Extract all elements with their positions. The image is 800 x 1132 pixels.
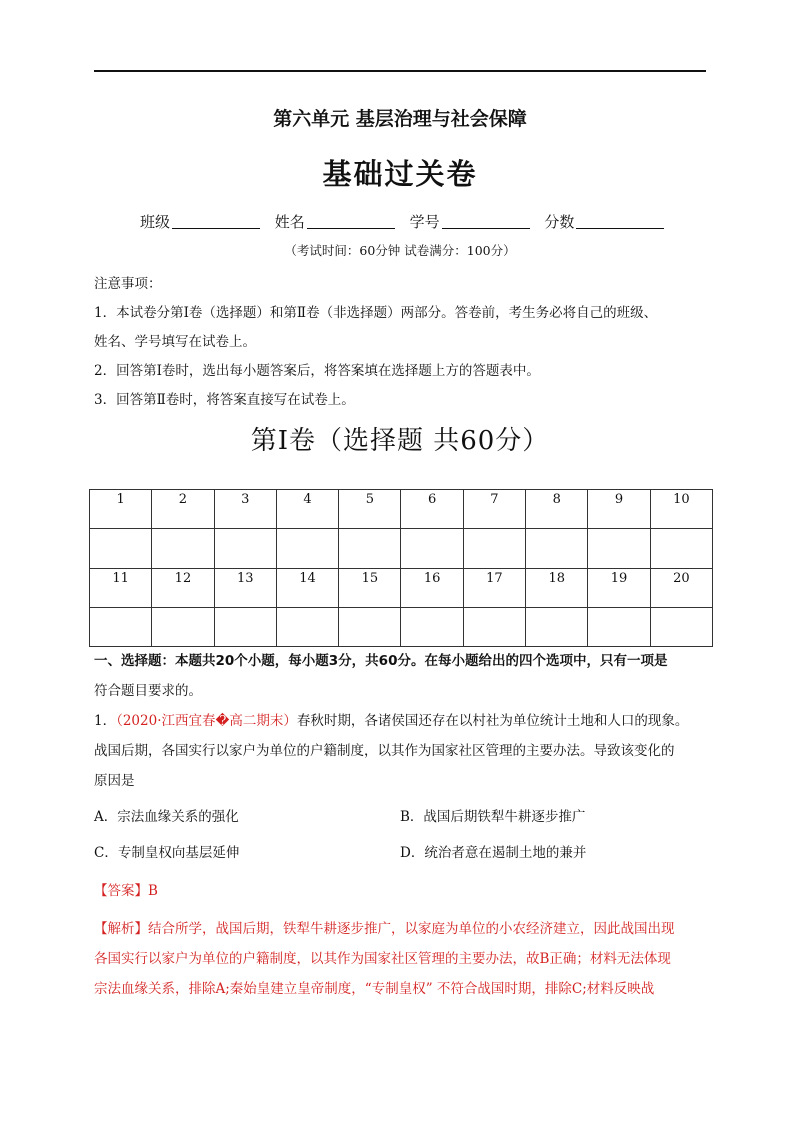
answer-grid-number-row-1 <box>90 490 713 529</box>
grid-answer-cell[interactable] <box>214 607 276 646</box>
choice-section-instructions-line-2: 符合题目要求的。 <box>94 683 202 699</box>
grid-answer-cell[interactable] <box>401 607 463 646</box>
option-c[interactable]: C．专制皇权向基层延伸 <box>94 845 240 861</box>
choice-section-instructions-line-1: 一、选择题：本题共20个小题，每小题3分，共60分。在每小题给出的四个选项中，只有一项是 <box>94 653 668 669</box>
option-d[interactable]: D．统治者意在遏制土地的兼并 <box>400 845 587 861</box>
name-label: 姓名 <box>274 213 305 231</box>
question-1-source: （2020·江西宜春�高二期末） <box>116 713 297 729</box>
grid-answer-cell[interactable] <box>526 607 588 646</box>
grid-answer-cell[interactable] <box>90 529 152 568</box>
grid-answer-cell[interactable] <box>588 529 650 568</box>
grid-answer-cell[interactable] <box>90 607 152 646</box>
instructions-heading: 注意事项： <box>94 276 162 292</box>
question-1-stem-line-1 <box>94 706 706 736</box>
grid-answer-cell[interactable] <box>588 607 650 646</box>
grid-number-cell: 10 <box>650 490 712 529</box>
grid-number-cell: 5 <box>339 490 401 529</box>
grid-answer-cell[interactable] <box>214 529 276 568</box>
grid-answer-cell[interactable] <box>463 529 525 568</box>
question-1-stem-line-2: 战国后期，各国实行以家户为单位的户籍制度，以其作为国家社区管理的主要办法。导致该变化的 <box>94 743 675 759</box>
student-id-label: 学号 <box>409 213 440 231</box>
analysis-line-3: 宗法血缘关系，排除A;秦始皇建立皇帝制度，“专制皇权” 不符合战国时期，排除C;材料反映战 <box>94 981 655 997</box>
options-row-1 <box>94 802 706 832</box>
grid-answer-cell[interactable] <box>276 607 338 646</box>
question-1-stem-line-3: 原因是 <box>94 773 135 789</box>
name-blank[interactable] <box>307 214 395 229</box>
unit-title: 第六单元 基层治理与社会保障 <box>273 108 527 130</box>
instruction-1-line-2: 姓名、学号填写在试卷上。 <box>94 334 256 350</box>
grid-answer-cell[interactable] <box>276 529 338 568</box>
score-label: 分数 <box>544 213 575 231</box>
question-body <box>94 646 706 1004</box>
answer-grid-answer-row-2 <box>90 607 713 646</box>
grid-number-cell: 8 <box>526 490 588 529</box>
class-label: 班级 <box>140 213 171 231</box>
grid-number-cell: 16 <box>401 568 463 607</box>
student-id-blank[interactable] <box>442 214 530 229</box>
student-id-field[interactable] <box>410 213 530 231</box>
score-field[interactable] <box>544 213 664 231</box>
grid-answer-cell[interactable] <box>152 607 214 646</box>
header-rule <box>94 70 706 72</box>
grid-answer-cell[interactable] <box>401 529 463 568</box>
grid-number-cell: 7 <box>463 490 525 529</box>
grid-answer-cell[interactable] <box>526 529 588 568</box>
score-blank[interactable] <box>576 214 664 229</box>
class-field[interactable] <box>140 213 260 231</box>
main-title: 基础过关卷 <box>322 157 478 191</box>
grid-number-cell: 11 <box>90 568 152 607</box>
grid-answer-cell[interactable] <box>339 607 401 646</box>
grid-answer-cell[interactable] <box>152 529 214 568</box>
grid-answer-cell[interactable] <box>339 529 401 568</box>
answer-grid-answer-row-1 <box>90 529 713 568</box>
answer-grid <box>89 489 713 647</box>
grid-number-cell: 20 <box>650 568 712 607</box>
grid-number-cell: 2 <box>152 490 214 529</box>
grid-number-cell: 19 <box>588 568 650 607</box>
option-b[interactable]: B．战国后期铁犁牛耕逐步推广 <box>400 809 586 825</box>
instructions <box>94 270 706 415</box>
grid-number-cell: 1 <box>90 490 152 529</box>
question-1-stem-text: 春秋时期，各诸侯国还存在以村社为单位统计土地和人口的现象。 <box>296 713 689 729</box>
section-heading: 第Ⅰ卷（选择题 共60分） <box>250 426 550 456</box>
grid-number-cell: 12 <box>152 568 214 607</box>
class-blank[interactable] <box>172 214 260 229</box>
grid-number-cell: 17 <box>463 568 525 607</box>
instruction-2: 2．回答第Ⅰ卷时，选出每小题答案后，将答案填在选择题上方的答题表中。 <box>94 363 540 379</box>
answer-grid-number-row-2 <box>90 568 713 607</box>
grid-answer-cell[interactable] <box>463 607 525 646</box>
instruction-3: 3．回答第Ⅱ卷时，将答案直接写在试卷上。 <box>94 392 355 408</box>
instruction-1-line-1: 1．本试卷分第Ⅰ卷（选择题）和第Ⅱ卷（非选择题）两部分。答卷前，考生务必将自己的班级、 <box>94 305 658 321</box>
grid-number-cell: 4 <box>276 490 338 529</box>
analysis-line-2: 各国实行以家户为单位的户籍制度，以其作为国家社区管理的主要办法，故B正确；材料无法体现 <box>94 951 671 967</box>
grid-answer-cell[interactable] <box>650 607 712 646</box>
grid-number-cell: 13 <box>214 568 276 607</box>
analysis-line-1: 【解析】结合所学，战国后期，铁犁牛耕逐步推广，以家庭为单位的小农经济建立，因此战国出现 <box>94 921 675 937</box>
answer-label: 【答案】B <box>94 883 158 899</box>
grid-number-cell: 18 <box>526 568 588 607</box>
exam-time-note: （考试时间：60分钟 试卷满分：100分） <box>284 243 516 258</box>
grid-number-cell: 3 <box>214 490 276 529</box>
student-info-line <box>140 211 674 232</box>
grid-number-cell: 14 <box>276 568 338 607</box>
option-a[interactable]: A．宗法血缘关系的强化 <box>94 809 239 825</box>
question-1-number: 1． <box>94 713 117 729</box>
grid-number-cell: 6 <box>401 490 463 529</box>
grid-answer-cell[interactable] <box>650 529 712 568</box>
grid-number-cell: 15 <box>339 568 401 607</box>
name-field[interactable] <box>275 213 395 231</box>
options-row-2 <box>94 838 706 868</box>
grid-number-cell: 9 <box>588 490 650 529</box>
